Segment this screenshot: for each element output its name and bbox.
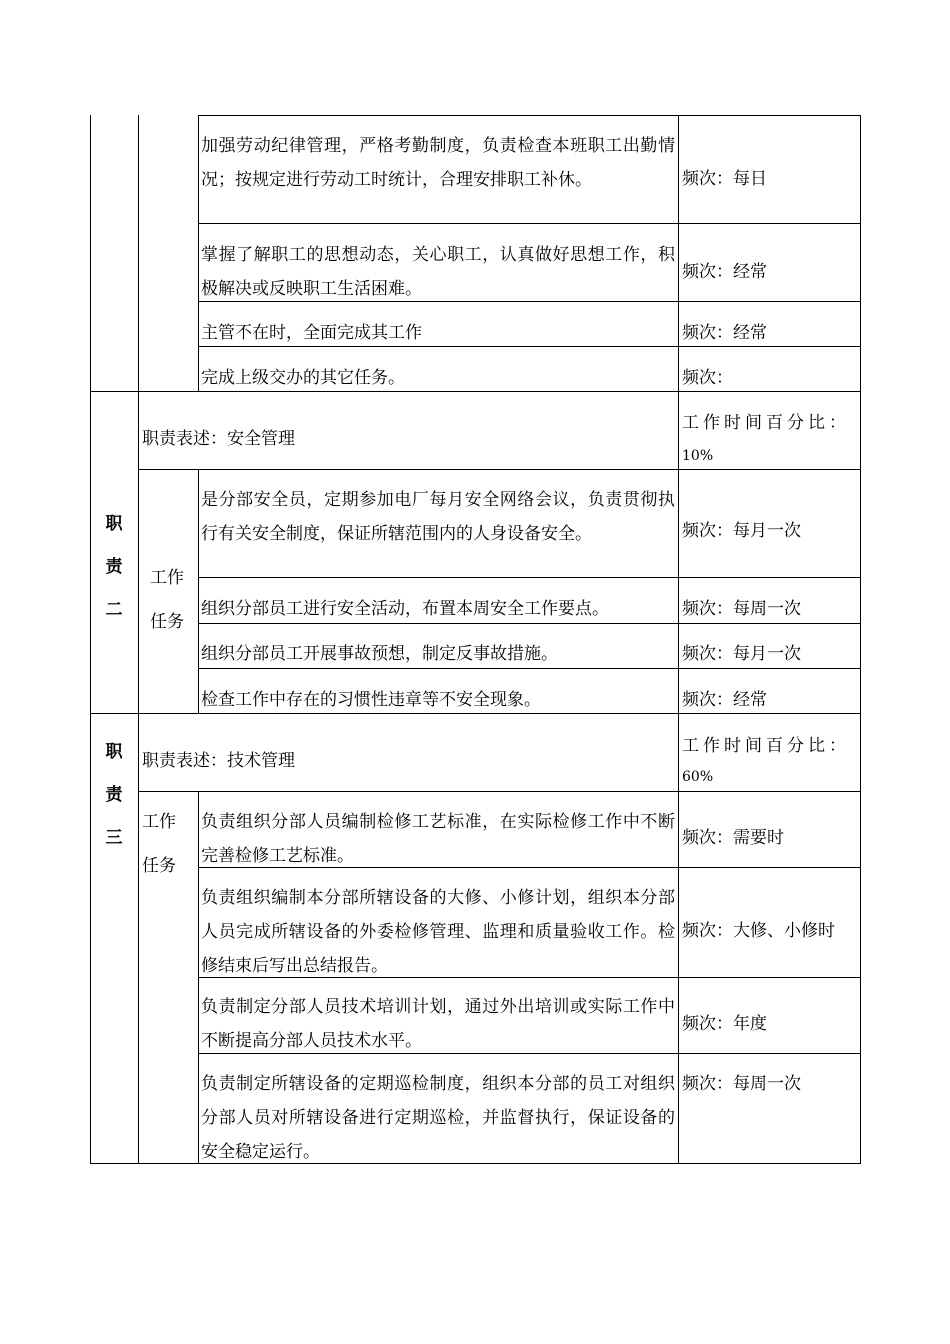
time-percent-value: 10% [682,448,714,464]
task-frequency: 频次：经常 [682,323,767,343]
task-frequency: 频次：每周一次 [682,1074,801,1094]
task-frequency: 频次：每周一次 [682,599,801,619]
task-text: 负责制定所辖设备的定期巡检制度，组织本分部的员工对组织分部人员对所辖设备进行定期巡检，并监督执行，保证设备的安全稳定运行。 [201,1074,675,1162]
task-text: 完成上级交办的其它任务。 [201,368,405,388]
task-frequency: 频次：经常 [682,690,767,710]
duty-description: 职责表述：技术管理 [142,751,295,771]
task-frequency: 频次：大修、小修时 [682,921,835,941]
task-label: 工作 [150,568,184,588]
task-label: 任务 [150,612,184,632]
duty-label-char: 责 [105,557,123,577]
task-text: 加强劳动纪律管理，严格考勤制度，负责检查本班职工出勤情况；按规定进行劳动工时统计，合理安排职工补休。 [201,136,675,190]
task-text: 组织分部员工开展事故预想，制定反事故措施。 [201,644,558,664]
task-text: 主管不在时，全面完成其工作 [201,323,422,343]
duty-label-char: 二 [105,600,123,620]
time-percent-value: 60% [682,769,714,785]
task-label: 工作 [142,812,176,832]
task-frequency: 频次： [682,368,733,388]
duty-description: 职责表述：安全管理 [142,429,295,449]
duty-label-char: 责 [105,785,123,805]
task-frequency: 频次：年度 [682,1014,767,1034]
task-text: 负责组织分部人员编制检修工艺标准，在实际检修工作中不断完善检修工艺标准。 [201,812,675,866]
task-frequency: 频次：经常 [682,262,767,282]
duty-label-char: 职 [105,742,123,762]
task-text: 检查工作中存在的习惯性违章等不安全现象。 [201,690,541,710]
task-label: 任务 [142,856,176,876]
task-frequency: 频次：每月一次 [682,644,801,664]
task-frequency: 频次：每日 [682,169,767,189]
task-frequency: 频次：每月一次 [682,521,801,541]
task-text: 组织分部员工进行安全活动，布置本周安全工作要点。 [201,599,609,619]
task-text: 掌握了解职工的思想动态，关心职工，认真做好思想工作，积极解决或反映职工生活困难。 [201,245,675,299]
time-percent-label: 工作时间百分比： [682,413,850,433]
time-percent-label: 工作时间百分比： [682,736,850,756]
task-text: 负责制定分部人员技术培训计划，通过外出培训或实际工作中不断提高分部人员技术水平。 [201,997,675,1051]
task-frequency: 频次：需要时 [682,828,784,848]
duty-label-char: 三 [105,828,123,848]
task-text: 负责组织编制本分部所辖设备的大修、小修计划，组织本分部人员完成所辖设备的外委检修管理、监理和质量验收工作。检修结束后写出总结报告。 [201,888,675,976]
task-text: 是分部安全员，定期参加电厂每月安全网络会议，负责贯彻执行有关安全制度，保证所辖范围内的人身设备安全。 [201,490,675,544]
duty-label-char: 职 [105,514,123,534]
